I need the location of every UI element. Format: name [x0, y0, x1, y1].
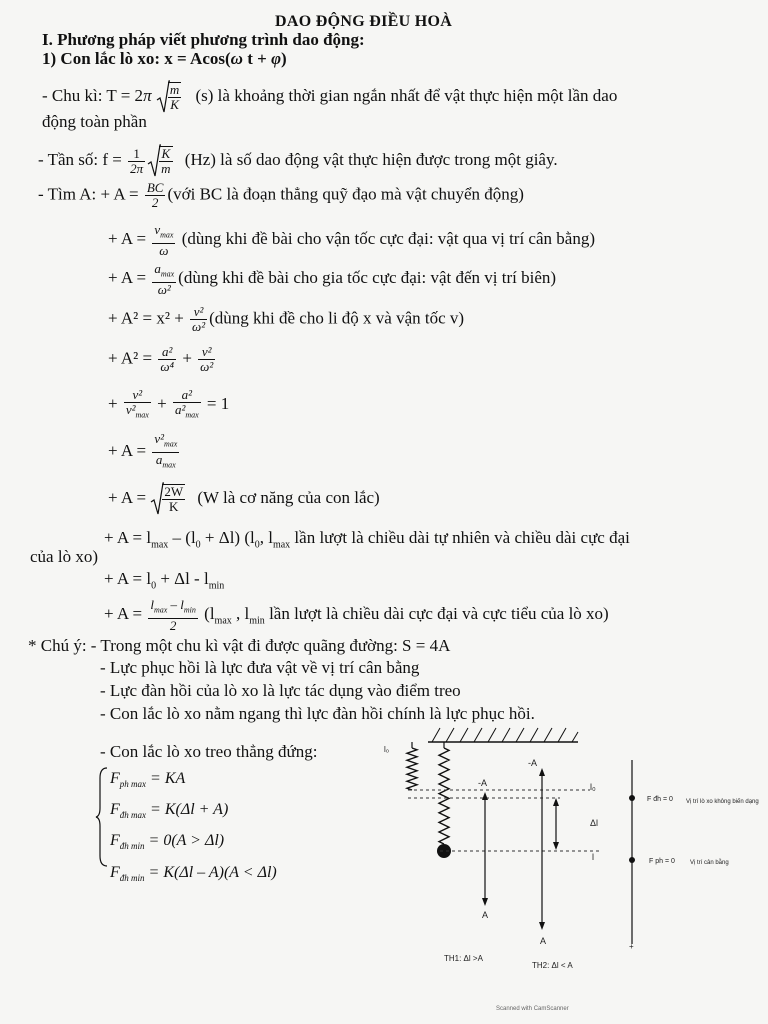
label-fph-note: Vị trí cân bằng	[690, 860, 729, 866]
spring-diagram	[380, 718, 768, 974]
ceiling-hatch	[432, 728, 578, 742]
formula-A2-av: + A² = $\frac{\text{a²}}{\text{ω⁴}}$ + $\frac{\text{v²}}{\text{ω²}}$	[108, 344, 214, 374]
fraction: $\frac{\text{a²}}{\text{ω⁴}}$	[160, 344, 175, 374]
period-formula: - Chu kì: T = 2π $\frac{m}{K}$ (s) là khoảng thời gian ngắn nhất để vật thực hiện một lần dao	[42, 82, 618, 112]
label-fdh-note: Vị trí lò xo không biến dạng	[686, 799, 759, 805]
fraction: $\frac{\text{v²}}{\text{ω²}}$	[200, 344, 214, 374]
subsection-heading: 1) Con lắc lò xo: x = Acos(ω t + φ)	[42, 49, 287, 68]
fraction: $\frac{1}{2\pi}$	[130, 145, 144, 176]
formula-A-amax: + A = $\frac{a_{max}}{\text{ω²}}$ (dùng khi đề bài cho gia tốc cực đại: vật đến vị trí biên)	[108, 261, 557, 297]
period-continuation: động toàn phần	[42, 112, 147, 131]
brace-icon	[95, 766, 109, 868]
page-title: DAO ĐỘNG ĐIỀU HOÀ	[275, 13, 453, 30]
fraction: $\frac{\text{a²}}{a^2_{max}}$	[174, 387, 199, 420]
formula-ratio-sum: + $\frac{\text{v²}}{v^2_{max}}$ + $\frac{\text{a²}}{a^2_{max}}$ = 1	[108, 388, 229, 423]
force-system: $F_{ph max}$ = KA $F_{đh max} = K(\Delta l + A)$ $F_{đh min} = 0(A > \Delta l)$ $F_{đh min} = K(\Delta l - A)(A < \Delta l)$	[110, 770, 277, 883]
fraction: $\frac{a_{max}}{\text{ω²}}$	[154, 261, 175, 297]
note-restoring-force: - Lực phục hồi là lực đưa vật về vị trí cân bằng	[100, 658, 420, 677]
formula-A-lmin: + $A = l_0 + \Delta l - l_{min}$	[104, 569, 225, 592]
label-l0: l₀	[590, 782, 596, 792]
label-case1: TH1: Δl >A	[444, 954, 483, 963]
formula-A-lengths-cont: của lò xo)	[30, 547, 98, 566]
label-case2: TH2: Δl < A	[532, 961, 573, 970]
fraction: $\frac{2W}{K}$	[164, 484, 184, 514]
formula-A-lengths: + $A = l_{max} - (l_0 + \Delta l)$ ($l_0$, $l_{max}$ lần lượt là chiều dài tự nhiên và chiều dài cực đại	[104, 528, 630, 551]
fraction: $\frac{\text{v²}}{\text{ω²}}$	[192, 304, 206, 334]
label-l: l	[592, 852, 594, 862]
fraction: $\frac{\text{v²}}{v^2_{max}}$	[125, 387, 149, 420]
label-fph-zero: F ph = 0	[649, 858, 675, 865]
label-delta-l: Δl	[590, 818, 599, 828]
note-distance: * Chú ý: - Trong một chu kì vật đi được quãng đường: S = 4A	[28, 636, 451, 655]
formula-A-energy: + A = $\frac{2W}{K}$ (W là cơ năng của con lắc)	[108, 484, 380, 514]
note-elastic-force: - Lực đàn hồi của lò xo là lực tác dụng vào điểm treo	[100, 681, 461, 700]
label-plus: +	[629, 942, 634, 951]
fraction: $\frac{v^2_{max}}{a_{max}}$	[154, 431, 178, 470]
label-minus-a1: -A	[478, 778, 487, 788]
note-vertical: - Con lắc lò xo treo thẳng đứng:	[100, 742, 318, 761]
fraction: $\frac{m}{K}$	[169, 82, 180, 112]
formula-A-bc: - Tìm A: + A = $\frac{BC}{2}$ (với BC là đoạn thẳng quỹ đạo mà vật chuyển động)	[38, 180, 524, 210]
spring-natural	[407, 748, 417, 790]
section-heading: I. Phương pháp viết phương trình dao động:	[42, 30, 365, 49]
label-minus-a2: -A	[528, 758, 537, 768]
label-l0-top: l₀	[384, 745, 390, 754]
formula-A-vmax: + A = $\frac{v_{max}}{\omega}$ (dùng khi đề bài cho vận tốc cực đại: vật qua vị trí cân bằng)	[108, 222, 595, 258]
fraction: $\frac{v_{max}}{\omega}$	[154, 222, 174, 258]
label-a1: A	[482, 910, 489, 920]
note-horizontal: - Con lắc lò xo nằm ngang thì lực đàn hồi chính là lực phục hồi.	[100, 704, 535, 723]
scanner-footer: Scanned with CamScanner	[496, 1006, 569, 1012]
fraction: $\frac{K}{m}$	[161, 146, 171, 176]
spring-stretched	[439, 748, 449, 844]
label-a2: A	[540, 936, 547, 946]
fraction: $\frac{l_{max} - l_{min}}{2}$	[150, 597, 196, 633]
label-fdh-zero: F đh = 0	[647, 796, 673, 803]
frequency-formula: - Tần số: f = $\frac{1}{2\pi}$ $\frac{K}{m}$ (Hz) là số dao động vật thực hiện được trong một giây.	[38, 145, 558, 176]
formula-A-v2a: + A = $\frac{v^2_{max}}{a_{max}}$	[108, 432, 181, 472]
formula-A2-xv: + A² = x² + $\frac{\text{v²}}{\text{ω²}}$ (dùng khi đề cho li độ x và vận tốc v)	[108, 304, 465, 334]
fraction: $\frac{BC}{2}$	[146, 180, 164, 210]
formula-A-halfrange: + A = $\frac{l_{max} - l_{min}}{2}$ ($l_{max}$ , $l_{min}$ lần lượt là chiều dài cực đại và cực tiểu của lò xo)	[104, 597, 609, 633]
